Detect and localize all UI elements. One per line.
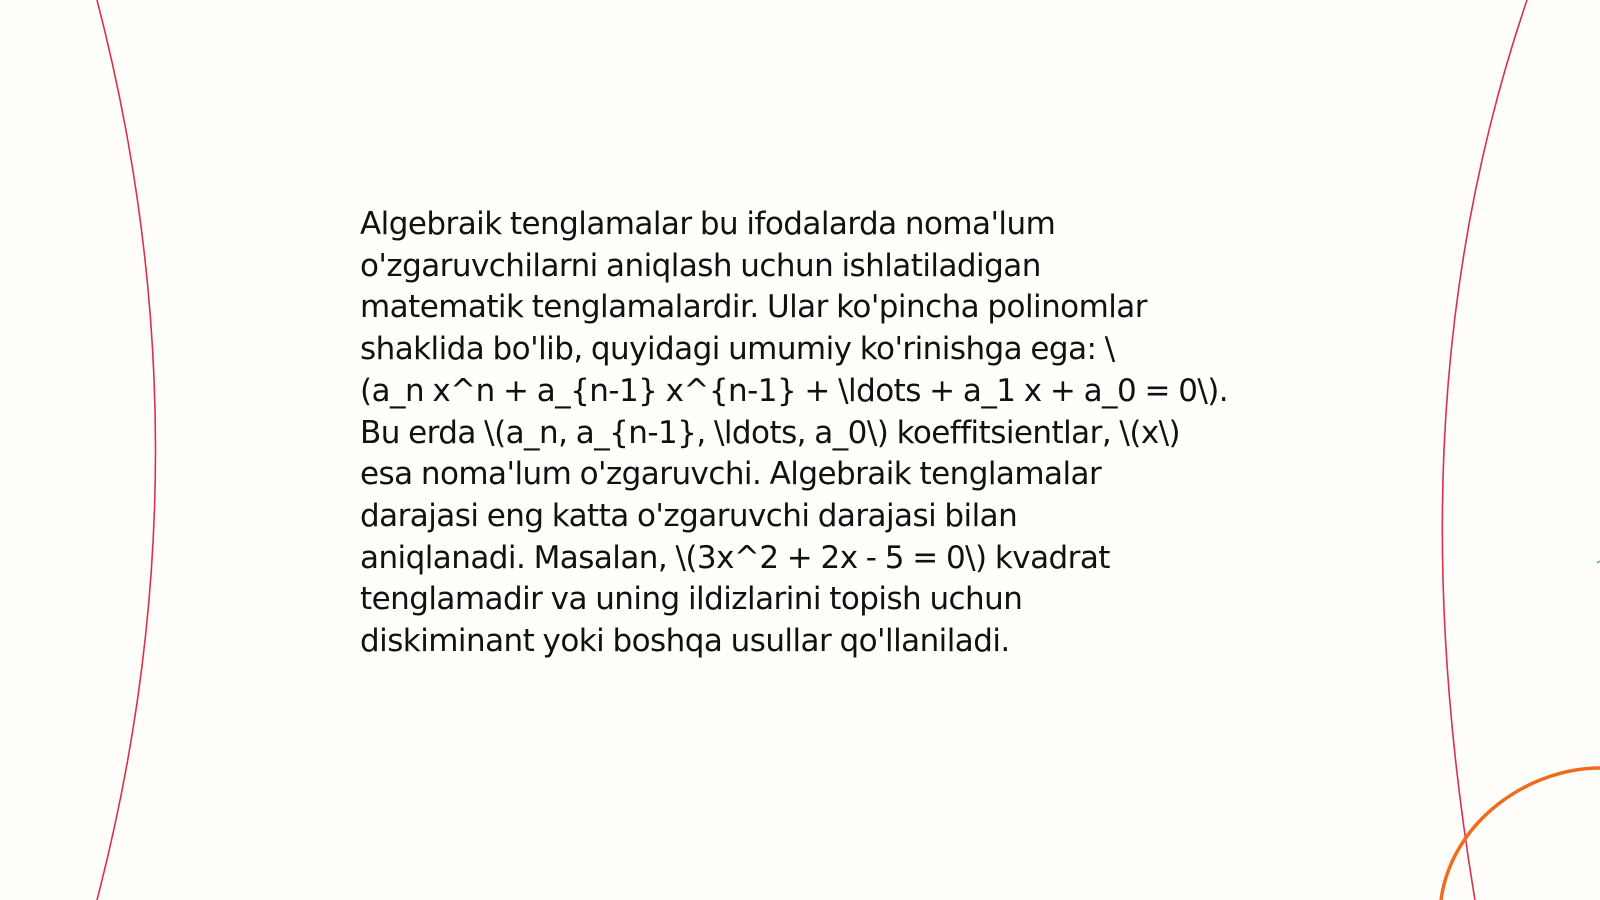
right-curve (1442, 0, 1527, 900)
body-paragraph (360, 204, 1240, 663)
paragraph-line-3: matematik tenglamalardir. Ular ko'pincha polinomlar (360, 289, 1147, 326)
paragraph-line-2: o'zgaruvchilarni aniqlash uchun ishlatiladigan (360, 247, 1041, 284)
paragraph-line-5: (a_n x^n + a_{n-1} x^{n-1} + \ldots + a_1 x + a_0 = 0\). (360, 372, 1229, 409)
paragraph-line-8: darajasi eng katta o'zgaruvchi darajasi bilan (360, 497, 1018, 534)
paragraph-line-4: shaklida bo'lib, quyidagi umumiy ko'rinishga ega: \ (360, 331, 1115, 368)
paragraph-line-6: Bu erda \(a_n, a_{n-1}, \ldots, a_0\) koeffitsientlar, \(x\) (360, 414, 1181, 451)
paragraph-line-10: tenglamadir va uning ildizlarini topish uchun (360, 581, 1023, 618)
paragraph-line-11: diskiminant yoki boshqa usullar qo'llaniladi. (360, 623, 1010, 660)
left-curve (97, 0, 156, 900)
paragraph-line-1: Algebraik tenglamalar bu ifodalarda noma'lum (360, 206, 1056, 242)
paragraph-line-7: esa noma'lum o'zgaruvchi. Algebraik tenglamalar (360, 456, 1102, 493)
paragraph-line-9: aniqlanadi. Masalan, \(3x^2 + 2x - 5 = 0\) kvadrat (360, 539, 1110, 576)
